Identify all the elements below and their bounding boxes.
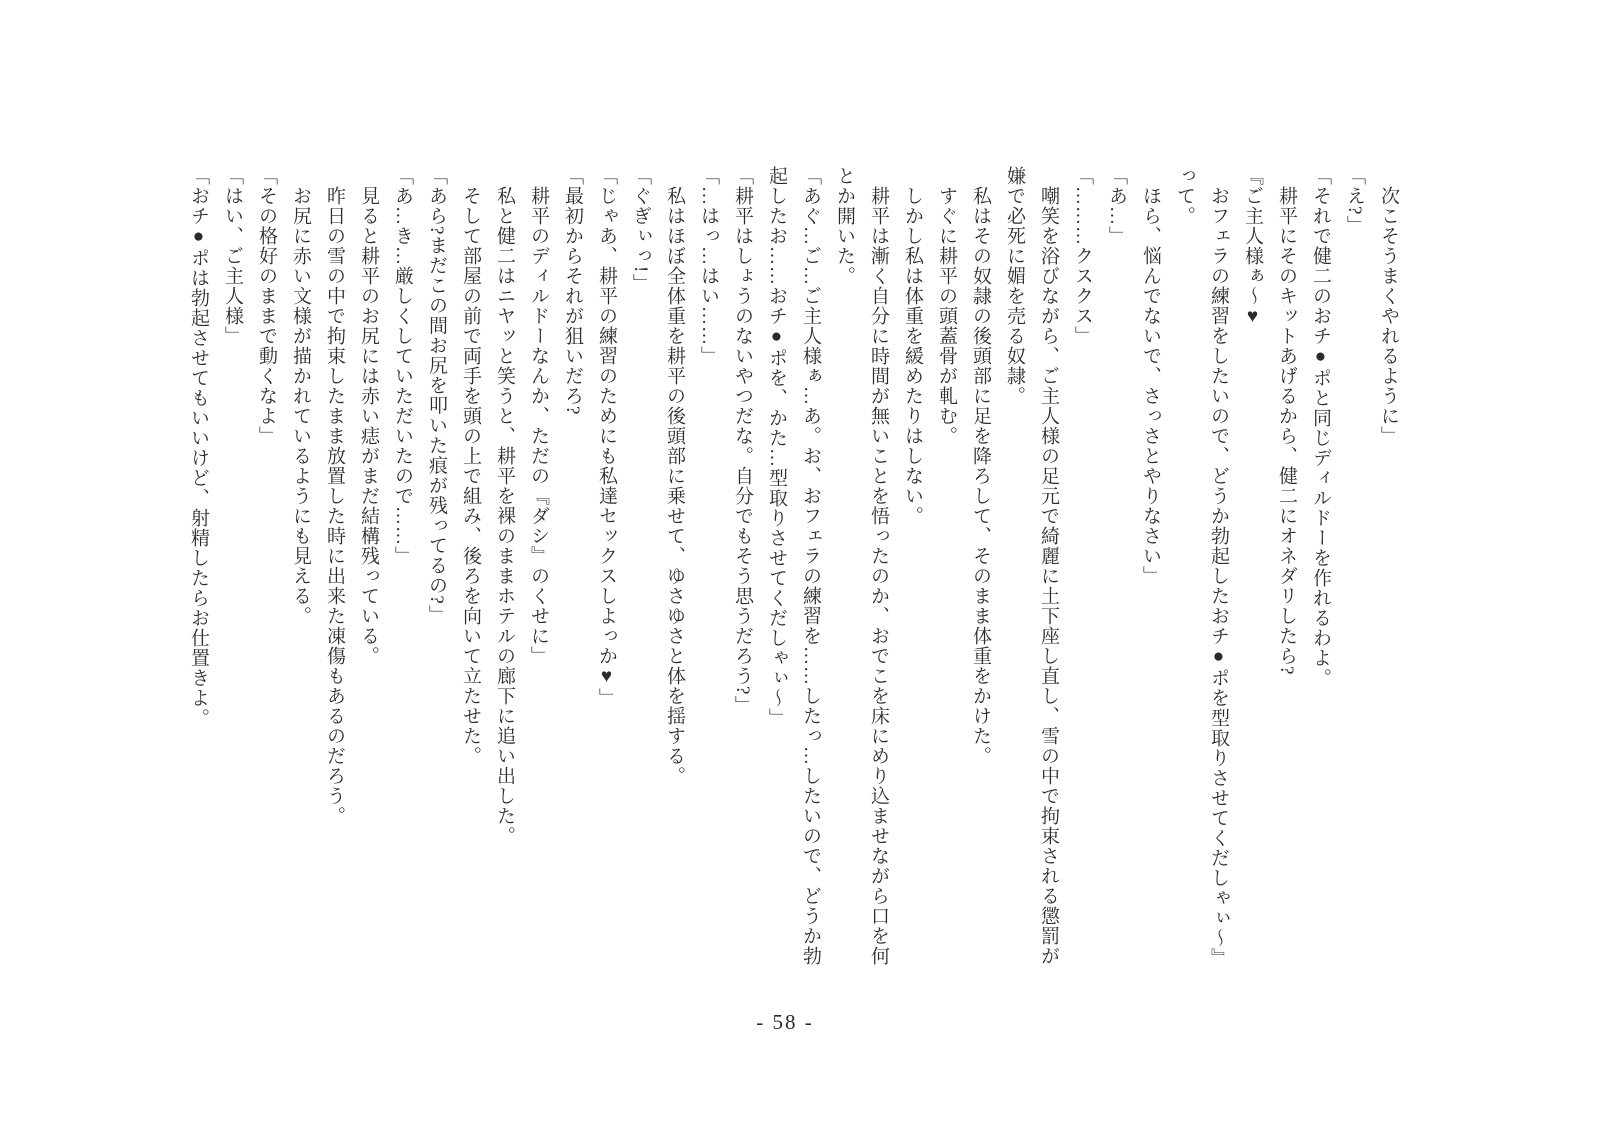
text-line: 「あ…き…厳しくしていただいたので……」 [392,166,413,566]
text-line: 「………クスクス」 [1072,166,1093,346]
text-line: 「はい、ご主人様」 [222,166,243,346]
text-line: お尻に赤い文様が描かれているようにも見える。 [290,186,311,626]
text-line: そして部屋の前で両手を頭の上で組み、後ろを向いて立たせた。 [460,186,481,766]
text-line: 「最初からそれが狙いだろ? [562,166,583,416]
text-line: おフェラの練習をしたいので、どうか勃起したおチ●ポを型取りさせてくだしゃぃ〜』 [1208,186,1229,968]
text-line: 私と健二はニヤッと笑うと、耕平を裸のままホテルの廊下に追い出した。 [494,186,515,846]
text-line: 『ご主人様ぁ〜♥ [1242,166,1263,328]
text-line: 「ぐぎぃっ!」 [630,166,651,294]
text-line: 耕平のディルドーなんか、ただの『ダシ』のくせに」 [528,186,549,666]
text-line: 「耕平はしょうのないやつだな。自分でもそう思うだろう?」 [732,166,753,716]
text-line: 「あぐ…ご…ご主人様ぁ…あ。お、おフェラの練習を……したっ…したいので、どうか勃 [800,166,821,966]
text-line: 「え?」 [1344,166,1365,236]
text-line: 耕平にそのキットあげるから、健二にオネダリしたら? [1276,186,1297,676]
text-line: 私はほぼ全体重を耕平の後頭部に乗せて、ゆさゆさと体を揺する。 [664,186,685,786]
text-line: すぐに耕平の頭蓋骨が軋む。 [936,186,957,446]
text-line: 私はその奴隷の後頭部に足を降ろして、そのまま体重をかけた。 [970,186,991,766]
text-line: ほら、悩んでないで、さっさとやりなさい」 [1140,186,1161,586]
text-line: 「…はっ…はい……」 [698,166,719,366]
text-line: 「あ…」 [1106,166,1127,246]
text-line: とか開いた。 [834,166,855,286]
text-line: 「おチ●ポは勃起させてもいいけど、射精したらお仕置きよ。 [188,166,209,728]
text-line: 「あら?まだこの間お尻を叩いた痕が残ってるの?」 [426,166,447,625]
page-number: - 58 - [756,1010,814,1034]
text-line: 見ると耕平のお尻には赤い痣がまだ結構残っている。 [358,186,379,666]
text-line: 「その格好のままで動くなよ」 [256,166,277,446]
text-line: 「それで健二のおチ●ポと同じディルドーを作れるわよ。 [1310,166,1331,688]
text-line: 昨日の雪の中で拘束したまま放置した時に出来た凍傷もあるのだろう。 [324,186,345,826]
text-line: 嫌で必死に媚を売る奴隷。 [1004,166,1025,406]
text-line: 次こそうまくやれるように」 [1378,186,1399,446]
text-line: って。 [1174,166,1195,226]
text-line: しかし私は体重を緩めたりはしない。 [902,186,923,526]
text-line: 耕平は漸く自分に時間が無いことを悟ったのか、おでこを床にめり込ませながら口を何 [868,186,889,966]
text-line: 「じゃあ、耕平の練習のためにも私達セックスしよっか♥」 [596,166,617,708]
vertical-text-block [181,166,1405,978]
text-line: 嘲笑を浴びながら、ご主人様の足元で綺麗に土下座し直し、雪の中で拘束される懲罰が [1038,186,1059,966]
text-line: 起したお……おチ●ポを、かた…型取りさせてくだしゃぃ〜」 [766,166,787,728]
